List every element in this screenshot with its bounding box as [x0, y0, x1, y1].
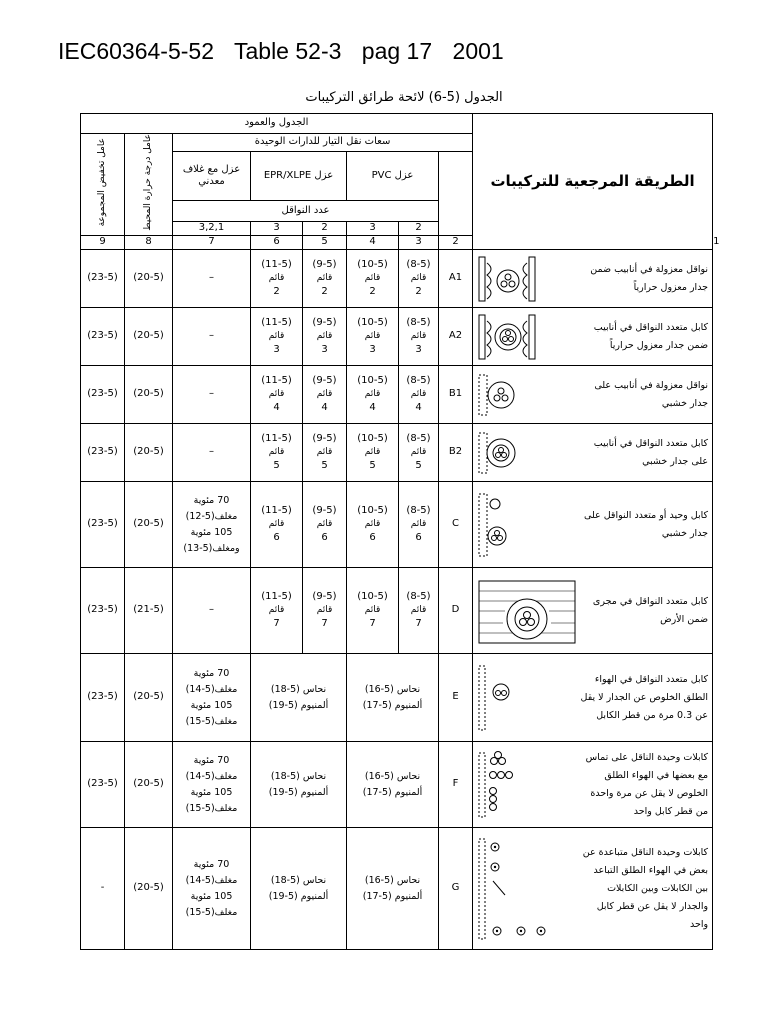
capacity-cell: (10-5) قائم 5 — [347, 424, 399, 482]
multicore-conduit-wooden-wall-icon — [477, 429, 547, 477]
table-row — [81, 308, 713, 366]
method-description: كابل متعدد النواقل في أنابيب على جدار خشبي — [473, 424, 713, 482]
method-code: B2 — [439, 424, 473, 482]
table-row — [81, 654, 713, 742]
capacity-cell: (11-5) قائم 5 — [251, 424, 303, 482]
duct-in-ground-icon — [477, 575, 577, 647]
temp-cell: (20-5) — [125, 482, 173, 568]
capacity-cell: (11-5) قائم 4 — [251, 366, 303, 424]
mineral-cell: 70 مئوية مغلف(5-14) 105 مئوية مغلف(5-15) — [173, 828, 251, 950]
capacity-cell: (11-5) قائم 2 — [251, 250, 303, 308]
reduction-cell: (23-5) — [81, 568, 125, 654]
method-code: A2 — [439, 308, 473, 366]
col8-header: عامل درجة حرارة المحيط — [125, 134, 173, 236]
capacity-cell: (8-5) قائم 4 — [399, 366, 439, 424]
epr-material-cell: نحاس (5-18) ألمنيوم (5-19) — [251, 742, 347, 828]
conductors-6: 3 — [251, 221, 303, 235]
colnum: 9 — [81, 236, 125, 250]
epr-material-cell: نحاس (5-18) ألمنيوم (5-19) — [251, 828, 347, 950]
table-caption: الجدول (5-6) لائحة طرائق التركيبات — [305, 90, 503, 105]
column-number-row: 9 8 7 6 5 4 3 2 1 — [81, 236, 713, 250]
mineral-cell: 70 مئوية مغلف(5-14) 105 مئوية مغلف(5-15) — [173, 654, 251, 742]
multicore-conduit-insulated-wall-icon — [477, 313, 547, 361]
epr-header: عزل EPR/XLPE — [251, 152, 347, 201]
standard-code: IEC60364-5-52 — [58, 38, 214, 64]
conduit-on-wooden-wall-icon — [477, 371, 547, 419]
method-code: F — [439, 742, 473, 828]
page-ref: pag 17 — [361, 38, 433, 64]
year: 2001 — [452, 38, 504, 64]
method-description: كابلات وحيدة الناقل على تماس مع بعضها في الهواء الطلق الخلوص لا يقل عن مرة واحدة من قطر كابل واحد — [473, 742, 713, 828]
method-description: كابل وحيد أو متعدد النواقل على جدار خشبي — [473, 482, 713, 568]
colnum: 5 — [303, 236, 347, 250]
reduction-cell: (23-5) — [81, 482, 125, 568]
table-row — [81, 366, 713, 424]
capacity-cell: (9-5) قائم 7 — [303, 568, 347, 654]
method-description: كابل متعدد النواقل في أنابيب ضمن جدار معزول حرارياً — [473, 308, 713, 366]
capacity-header: سعات نقل التيار للدارات الوحيدة — [173, 134, 473, 152]
table-row — [81, 424, 713, 482]
method-code: E — [439, 654, 473, 742]
colnum: 2 — [439, 236, 473, 250]
capacity-cell: (8-5) قائم 6 — [399, 482, 439, 568]
conductors-header: عدد النواقل — [173, 201, 439, 221]
method-description: كابلات وحيدة الناقل متباعدة عن بعض في الهواء الطلق التباعد بين الكابلات وبين الكابلات والجدار لا يقل عن قطر كابل واحد — [473, 828, 713, 950]
temp-cell: (20-5) — [125, 308, 173, 366]
capacity-cell: (9-5) قائم 6 — [303, 482, 347, 568]
col9-header: عامل تخفيض المجموعة — [81, 134, 125, 236]
reduction-cell: - — [81, 828, 125, 950]
capacity-cell: (11-5) قائم 6 — [251, 482, 303, 568]
colnum: 7 — [173, 236, 251, 250]
reduction-cell: (23-5) — [81, 654, 125, 742]
mineral-cell: – — [173, 366, 251, 424]
method-code: A1 — [439, 250, 473, 308]
temp-cell: (20-5) — [125, 366, 173, 424]
single-core-touching-icon — [477, 749, 521, 821]
capacity-cell: (10-5) قائم 3 — [347, 308, 399, 366]
capacity-cell: (9-5) قائم 2 — [303, 250, 347, 308]
mineral-cell: – — [173, 424, 251, 482]
temp-cell: (20-5) — [125, 424, 173, 482]
reduction-cell: (23-5) — [81, 308, 125, 366]
reduction-cell: (23-5) — [81, 366, 125, 424]
installation-methods-table — [80, 113, 720, 950]
method-description: نواقل معزولة في أنابيب على جدار خشبي — [473, 366, 713, 424]
method-code: B1 — [439, 366, 473, 424]
mineral-cell: – — [173, 568, 251, 654]
group-header: الجدول والعمود — [81, 114, 473, 134]
capacity-cell: (8-5) قائم 2 — [399, 250, 439, 308]
temp-cell: (20-5) — [125, 742, 173, 828]
capacity-cell: (8-5) قائم 3 — [399, 308, 439, 366]
temp-cell: (20-5) — [125, 250, 173, 308]
capacity-cell: (11-5) قائم 3 — [251, 308, 303, 366]
conductors-7: 3,2,1 — [173, 221, 251, 235]
table-row — [81, 568, 713, 654]
method-description: كابل متعدد النواقل في مجرى ضمن الأرض — [473, 568, 713, 654]
conductors-3: 2 — [399, 221, 439, 235]
mineral-cell: 70 مئوية مغلف(5-12) 105 مئوية ومغلف(5-13) — [173, 482, 251, 568]
method-header: الطريقة المرجعية للتركيبات — [473, 114, 713, 250]
pvc-material-cell: نحاس (5-16) ألمنيوم (5-17) — [347, 742, 439, 828]
method-description: كابل متعدد النواقل في الهواء الطلق الخلوص عن الجدار لا يقل عن 0.3 مرة من قطر الكابل — [473, 654, 713, 742]
reduction-cell: (23-5) — [81, 250, 125, 308]
mineral-header: عزل مع غلاف معدني — [173, 152, 251, 201]
colnum: 4 — [347, 236, 399, 250]
conductors-4: 3 — [347, 221, 399, 235]
capacity-cell: (10-5) قائم 2 — [347, 250, 399, 308]
capacity-cell: (9-5) قائم 4 — [303, 366, 347, 424]
capacity-cell: (10-5) قائم 6 — [347, 482, 399, 568]
colnum: 8 — [125, 236, 173, 250]
method-description: نواقل معزولة في أنابيب ضمن جدار معزول حرارياً — [473, 250, 713, 308]
cable-on-wooden-wall-icon — [477, 490, 547, 560]
conductors-5: 2 — [303, 221, 347, 235]
pvc-header: عزل PVC — [347, 152, 439, 201]
temp-cell: (21-5) — [125, 568, 173, 654]
temp-cell: (20-5) — [125, 828, 173, 950]
capacity-cell: (10-5) قائم 4 — [347, 366, 399, 424]
colnum: 3 — [399, 236, 439, 250]
mineral-cell: – — [173, 250, 251, 308]
capacity-cell: (9-5) قائم 3 — [303, 308, 347, 366]
capacity-cell: (8-5) قائم 5 — [399, 424, 439, 482]
method-code: G — [439, 828, 473, 950]
method-code: D — [439, 568, 473, 654]
single-core-spaced-icon — [477, 835, 553, 943]
colnum: 6 — [251, 236, 303, 250]
table-row — [81, 482, 713, 568]
cable-in-free-air-icon — [477, 662, 517, 734]
reduction-cell: (23-5) — [81, 742, 125, 828]
conduit-in-insulated-wall-icon — [477, 255, 547, 303]
capacity-cell: (8-5) قائم 7 — [399, 568, 439, 654]
capacity-cell: (11-5) قائم 7 — [251, 568, 303, 654]
mineral-cell: – — [173, 308, 251, 366]
pvc-material-cell: نحاس (5-16) ألمنيوم (5-17) — [347, 654, 439, 742]
capacity-cell: (9-5) قائم 5 — [303, 424, 347, 482]
capacity-cell: (10-5) قائم 7 — [347, 568, 399, 654]
table-row — [81, 742, 713, 828]
method-code: C — [439, 482, 473, 568]
mineral-cell: 70 مئوية مغلف(5-14) 105 مئوية مغلف(5-15) — [173, 742, 251, 828]
temp-cell: (20-5) — [125, 654, 173, 742]
document-header — [58, 38, 518, 65]
table-row — [81, 828, 713, 950]
epr-material-cell: نحاس (5-18) ألمنيوم (5-19) — [251, 654, 347, 742]
reduction-cell: (23-5) — [81, 424, 125, 482]
table-ref: Table 52-3 — [233, 38, 342, 64]
table-row — [81, 250, 713, 308]
pvc-material-cell: نحاس (5-16) ألمنيوم (5-17) — [347, 828, 439, 950]
